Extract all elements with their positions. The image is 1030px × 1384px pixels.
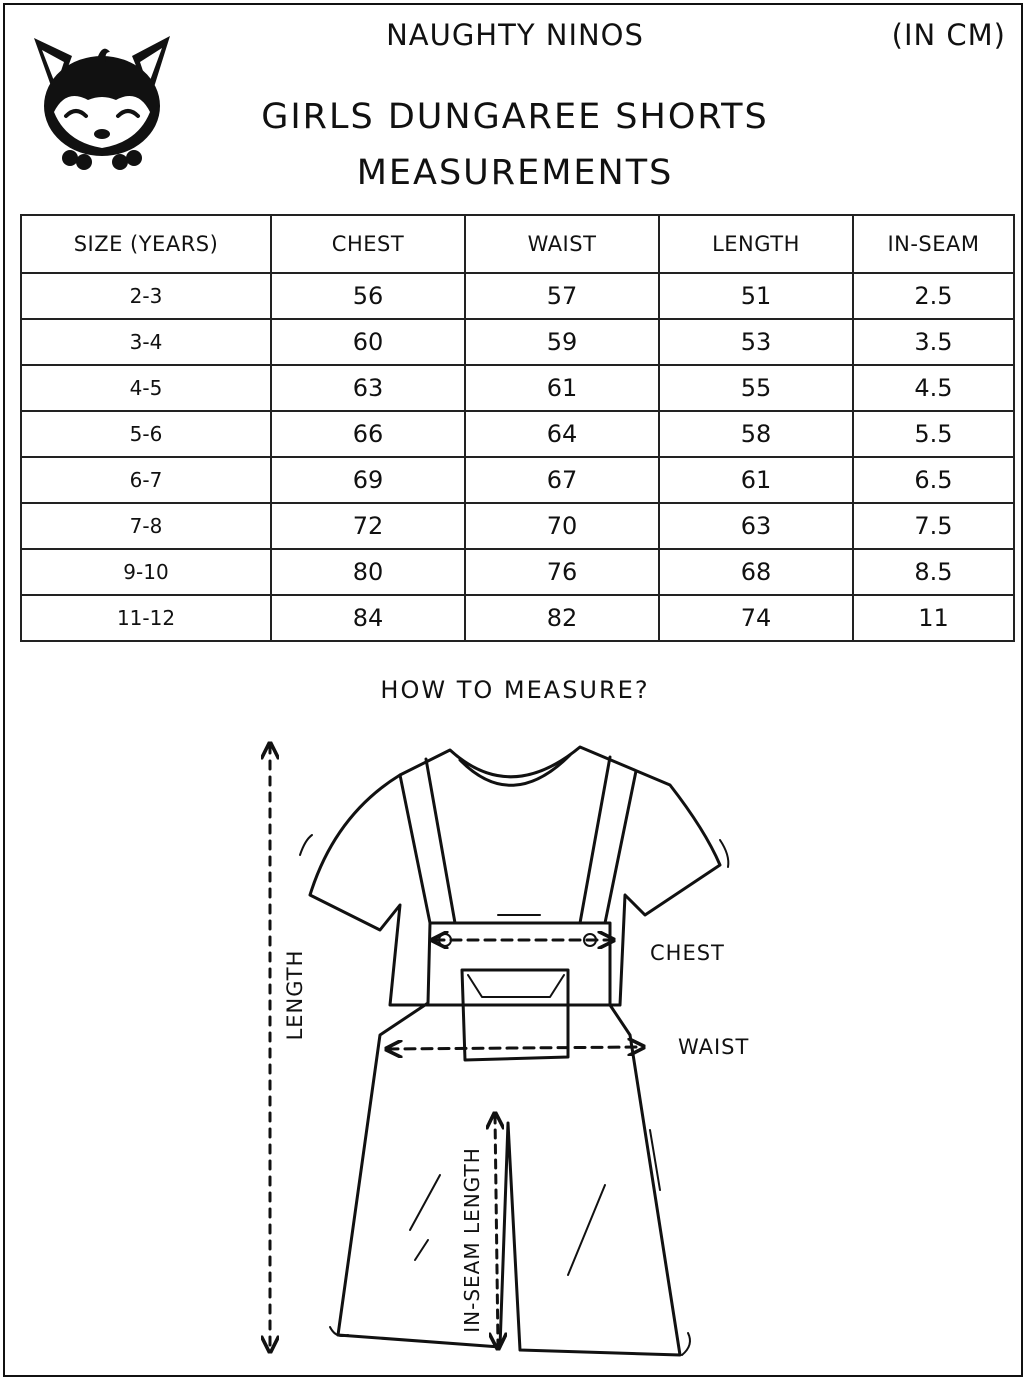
cell-length: 51 [659, 273, 853, 319]
brand-name: NAUGHTY NINOS [386, 18, 644, 52]
table-row [21, 319, 1014, 365]
cell-size: 7-8 [21, 503, 271, 549]
cell-chest: 72 [271, 503, 465, 549]
cell-waist: 67 [465, 457, 659, 503]
cell-size: 2-3 [21, 273, 271, 319]
cell-waist: 59 [465, 319, 659, 365]
page-subtitle: MEASUREMENTS [356, 153, 674, 193]
table-row [21, 549, 1014, 595]
cell-length: 74 [659, 595, 853, 641]
waist-label: WAIST [678, 1035, 750, 1059]
cell-length: 63 [659, 503, 853, 549]
cell-waist: 70 [465, 503, 659, 549]
cell-size: 11-12 [21, 595, 271, 641]
table-row [21, 457, 1014, 503]
cell-waist: 76 [465, 549, 659, 595]
cell-size: 9-10 [21, 549, 271, 595]
cell-chest: 66 [271, 411, 465, 457]
cell-waist: 64 [465, 411, 659, 457]
cell-waist: 57 [465, 273, 659, 319]
inseam-arrow [495, 1115, 498, 1347]
cell-chest: 56 [271, 273, 465, 319]
cell-inseam: 8.5 [853, 549, 1014, 595]
cell-waist: 61 [465, 365, 659, 411]
cell-length: 55 [659, 365, 853, 411]
chest-label: CHEST [650, 941, 725, 965]
column-header-size: SIZE (YEARS) [21, 215, 271, 273]
cell-inseam: 11 [853, 595, 1014, 641]
length-label: LENGTH [283, 949, 307, 1041]
right-strap [580, 757, 610, 923]
cell-chest: 69 [271, 457, 465, 503]
cell-inseam: 5.5 [853, 411, 1014, 457]
cell-inseam: 3.5 [853, 319, 1014, 365]
size-chart-table [20, 214, 1015, 642]
cell-chest: 60 [271, 319, 465, 365]
cell-inseam: 7.5 [853, 503, 1014, 549]
cell-chest: 84 [271, 595, 465, 641]
cell-inseam: 4.5 [853, 365, 1014, 411]
cell-inseam: 6.5 [853, 457, 1014, 503]
table-header-row [21, 215, 1014, 273]
cell-waist: 82 [465, 595, 659, 641]
cell-size: 5-6 [21, 411, 271, 457]
table-row [21, 503, 1014, 549]
table-row [21, 411, 1014, 457]
column-header-inseam: IN-SEAM [853, 215, 1014, 273]
unit-label: (IN CM) [891, 18, 1006, 52]
how-to-measure-heading: HOW TO MEASURE? [380, 676, 650, 704]
cell-size: 3-4 [21, 319, 271, 365]
cell-length: 58 [659, 411, 853, 457]
shorts-outline [338, 923, 680, 1355]
left-strap [400, 775, 430, 923]
column-header-waist: WAIST [465, 215, 659, 273]
table-row [21, 595, 1014, 641]
page-title: GIRLS DUNGAREE SHORTS [261, 97, 769, 137]
cell-chest: 63 [271, 365, 465, 411]
inseam-label: IN-SEAM LENGTH [460, 1147, 484, 1333]
table-row [21, 273, 1014, 319]
cell-length: 68 [659, 549, 853, 595]
waist-arrow [388, 1047, 642, 1049]
cell-size: 4-5 [21, 365, 271, 411]
cell-length: 53 [659, 319, 853, 365]
cell-size: 6-7 [21, 457, 271, 503]
cell-chest: 80 [271, 549, 465, 595]
table-row [21, 365, 1014, 411]
column-header-length: LENGTH [659, 215, 853, 273]
column-header-chest: CHEST [271, 215, 465, 273]
cell-inseam: 2.5 [853, 273, 1014, 319]
cell-length: 61 [659, 457, 853, 503]
